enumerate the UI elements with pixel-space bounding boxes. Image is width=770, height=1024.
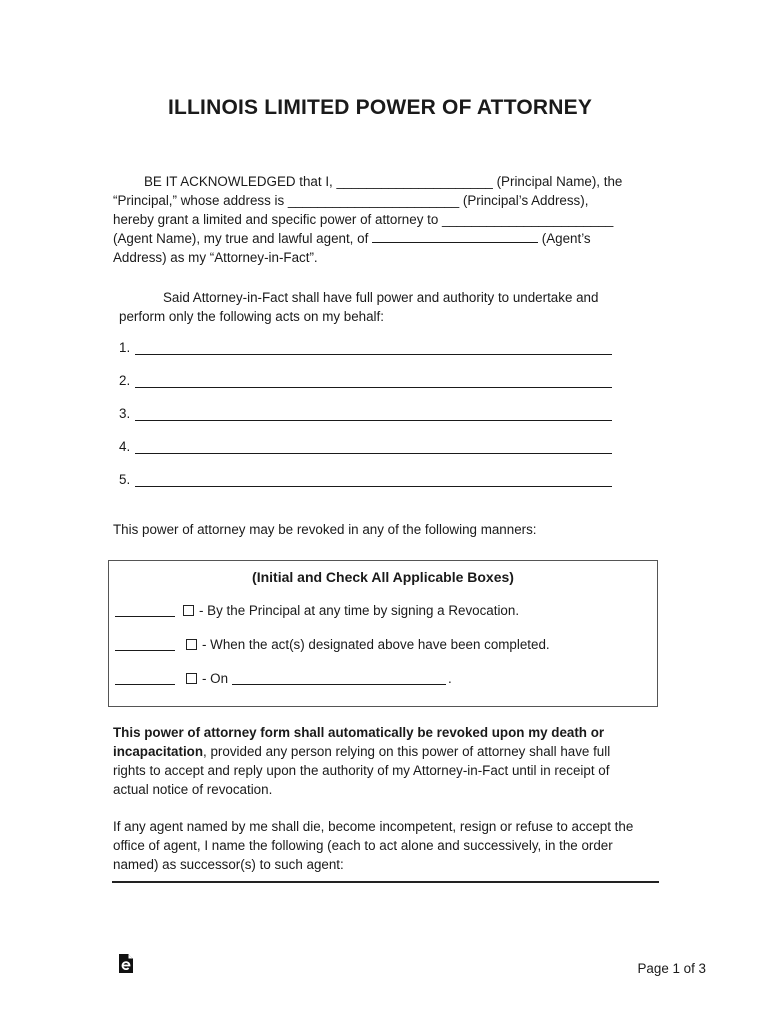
death-clause-line-1: This power of attorney form shall automatically be revoked upon my death or — [113, 725, 605, 740]
act-number: 2. — [119, 373, 131, 388]
act-blank-2[interactable] — [135, 373, 612, 388]
powers-line-2: perform only the following acts on my behalf: — [119, 309, 384, 324]
option-2-label: - When the act(s) designated above have been completed. — [202, 637, 550, 652]
act-number: 4. — [119, 439, 131, 454]
revocation-intro: This power of attorney may be revoked in any of the following manners: — [113, 522, 537, 537]
list-item — [119, 340, 612, 355]
act-number: 3. — [119, 406, 131, 421]
successor-paragraph — [113, 817, 673, 874]
successor-signature-line[interactable] — [112, 881, 659, 883]
initial-blank-3[interactable] — [115, 672, 175, 685]
intro-line-4-end: (Agent’s — [538, 231, 591, 246]
successor-line-3: named) as successor(s) to such agent: — [113, 857, 344, 872]
revocation-option-2 — [115, 637, 550, 652]
page-number: Page 1 of 3 — [637, 961, 706, 976]
revocation-option-3 — [115, 671, 452, 686]
act-blank-4[interactable] — [135, 439, 612, 454]
incapacitation-term: incapacitation — [113, 744, 204, 759]
intro-line-1: BE IT ACKNOWLEDGED that I, _____________________ (Principal Name), the — [144, 174, 623, 189]
intro-paragraph — [113, 172, 658, 267]
death-clause-line-2-rest: , provided any person relying on this power of attorney shall have full — [203, 744, 611, 759]
option-3-period: . — [448, 671, 452, 686]
document-title: ILLINOIS LIMITED POWER OF ATTORNEY — [167, 96, 593, 119]
revocation-option-1 — [115, 603, 519, 618]
list-item — [119, 406, 612, 421]
agent-address-blank[interactable] — [372, 230, 538, 243]
death-clause-paragraph — [113, 723, 673, 799]
list-item — [119, 472, 612, 487]
intro-line-4-start: (Agent Name), my true and lawful agent, of — [113, 231, 373, 246]
act-number: 5. — [119, 472, 131, 487]
powers-line-1: Said Attorney-in-Fact shall have full power and authority to undertake and — [163, 290, 599, 305]
initial-blank-2[interactable] — [115, 638, 175, 651]
act-blank-3[interactable] — [135, 406, 612, 421]
powers-paragraph — [119, 288, 659, 326]
intro-line-2: “Principal,” whose address is _______________________ (Principal’s Address), — [113, 193, 589, 208]
intro-line-5: Address) as my “Attorney-in-Fact”. — [113, 250, 318, 265]
list-item — [119, 373, 612, 388]
act-blank-1[interactable] — [135, 340, 612, 355]
successor-line-2: office of agent, I name the following (each to act alone and successively, in the order — [113, 838, 613, 853]
successor-line-1: If any agent named by me shall die, become incompetent, resign or refuse to accept the — [113, 819, 634, 834]
revocation-options-box — [108, 560, 658, 707]
death-clause-line-4: actual notice of revocation. — [113, 782, 273, 797]
intro-line-3: hereby grant a limited and specific power of attorney to _______________________ — [113, 212, 614, 227]
initial-blank-1[interactable] — [115, 604, 175, 617]
intro-line-4 — [113, 229, 658, 248]
option-1-label: - By the Principal at any time by signing a Revocation. — [199, 603, 520, 618]
death-clause-line-2 — [113, 742, 673, 761]
option-3-label: - On — [202, 671, 229, 686]
revocation-date-blank[interactable] — [232, 672, 446, 685]
list-item — [119, 439, 612, 454]
death-clause-line-3: rights to accept and reply upon the authority of my Attorney-in-Fact until in receipt of — [113, 763, 610, 778]
checkbox-3[interactable] — [186, 673, 197, 684]
eforms-logo-icon — [118, 953, 134, 974]
act-number: 1. — [119, 340, 131, 355]
checkbox-2[interactable] — [186, 639, 197, 650]
revocation-box-heading: (Initial and Check All Applicable Boxes) — [252, 569, 514, 585]
act-blank-5[interactable] — [135, 472, 612, 487]
checkbox-1[interactable] — [183, 605, 194, 616]
